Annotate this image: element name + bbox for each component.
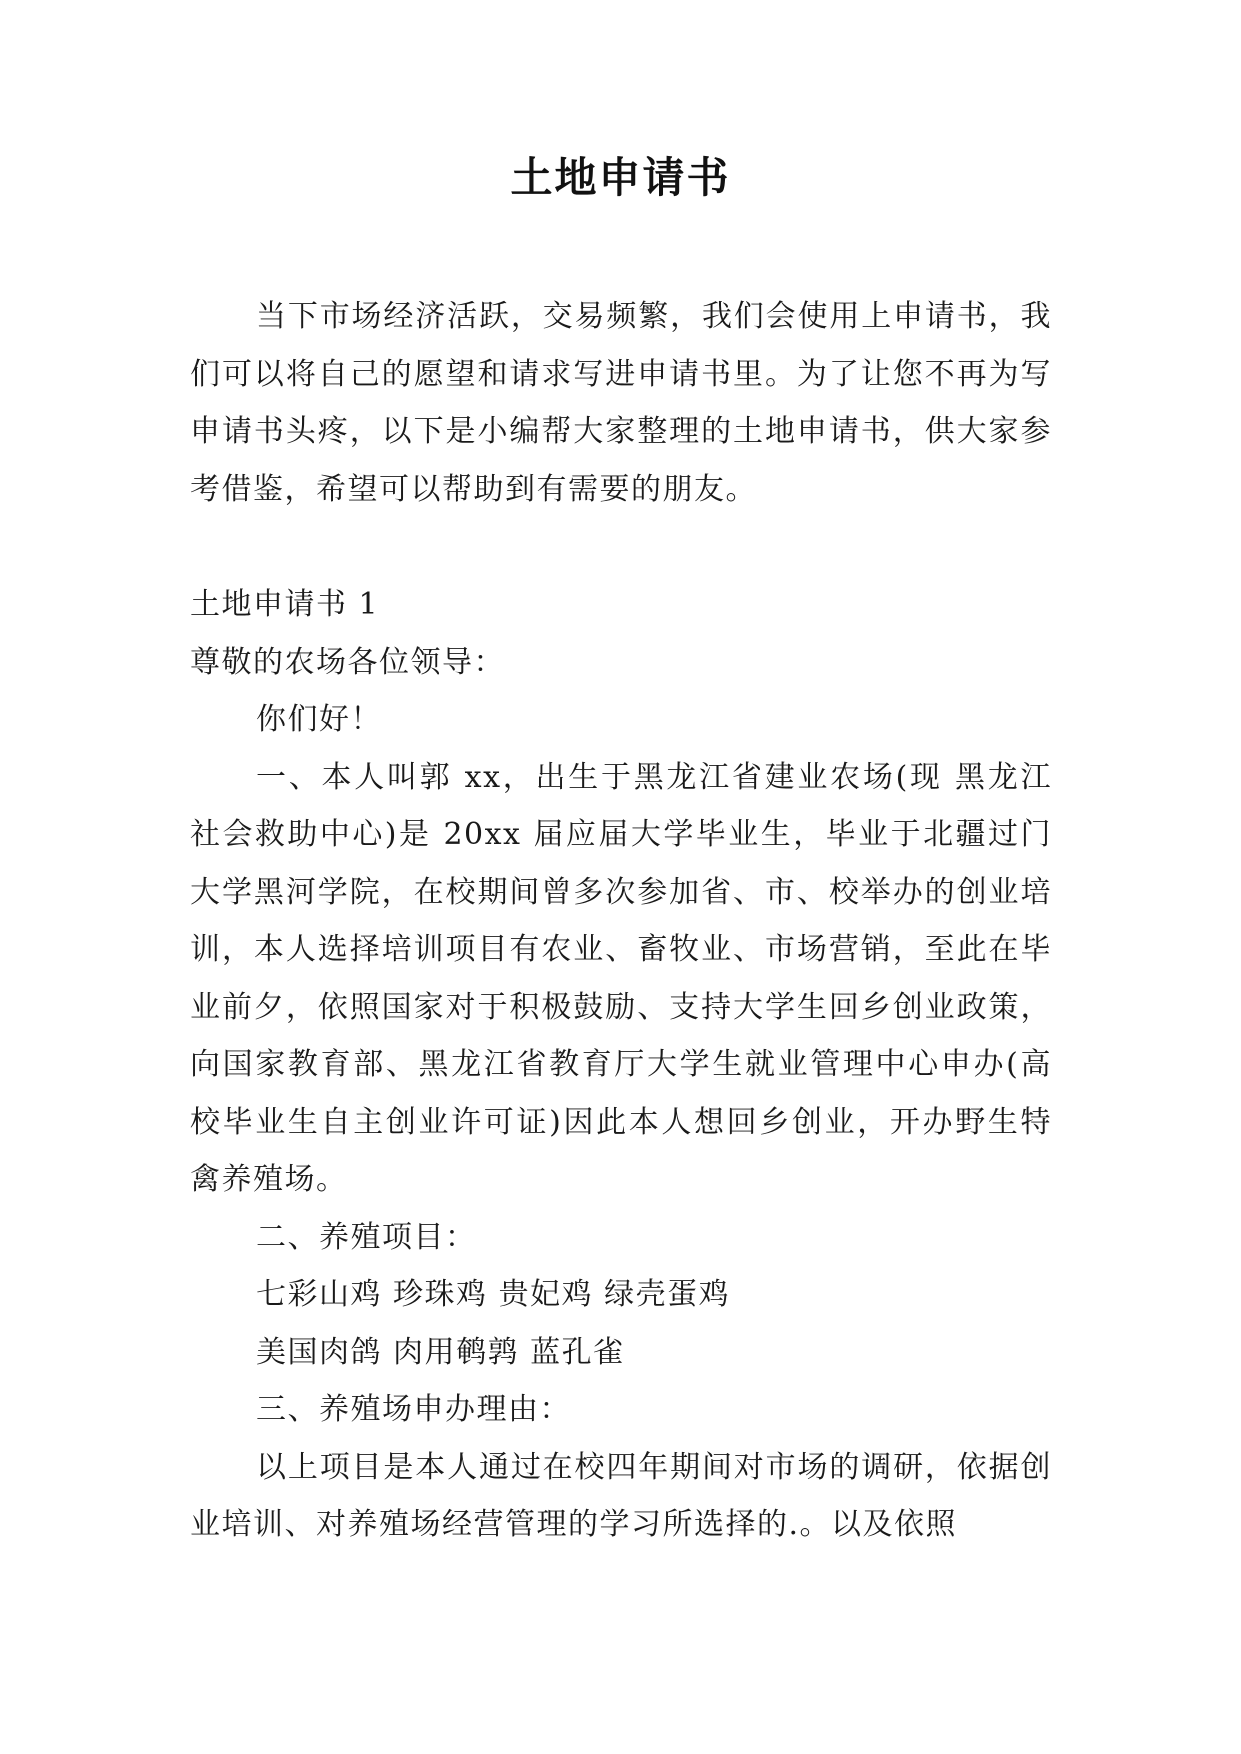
breeding-items-line-1: 七彩山鸡 珍珠鸡 贵妃鸡 绿壳蛋鸡 — [256, 1277, 731, 1312]
document-body — [190, 288, 1052, 1554]
intro-paragraph: 当下市场经济活跃，交易频繁，我们会使用上申请书，我们可以将自己的愿望和请求写进申请书里。为了让您不再为写申请书头疼，以下是小编帮大家整理的土地申请书，供大家参考借鉴，希望可以帮助到有需要的朋友。 — [190, 299, 1052, 507]
salutation: 尊敬的农场各位领导： — [190, 644, 505, 680]
paragraph-spacer — [190, 518, 1052, 576]
breeding-projects-heading: 二、养殖项目： — [256, 1219, 477, 1255]
greeting: 你们好！ — [256, 702, 382, 737]
document-title: 土地申请书 — [510, 153, 731, 202]
paragraph-personal-info: 一、本人叫郭 xx，出生于黑龙江省建业农场(现 黑龙江社会救助中心)是 20xx 届应届大学毕业生，毕业于北疆过门大学黑河学院，在校期间曾多次参加省、市、校举办的创业培训，本人选择培训项目有农业、畜牧业、市场营销，至此在毕业前夕，依照国家对于积极鼓励、支持大学生回乡创业政策，向国家教育部、黑龙江省教育厅大学生就业管理中心申办(高校毕业生自主创业许可证)因此本人想回乡创业，开办野生特禽养殖场。 — [190, 759, 1052, 1197]
breeding-items-line-2: 美国肉鸽 肉用鹌鹑 蓝孔雀 — [256, 1334, 625, 1370]
section-heading: 土地申请书 1 — [190, 587, 380, 622]
application-reasons-heading: 三、养殖场申办理由： — [256, 1392, 571, 1427]
paragraph-reasons: 以上项目是本人通过在校四年期间对市场的调研，依据创业培训、对养殖场经营管理的学习所选择的.。以及依照 — [190, 1449, 1052, 1542]
